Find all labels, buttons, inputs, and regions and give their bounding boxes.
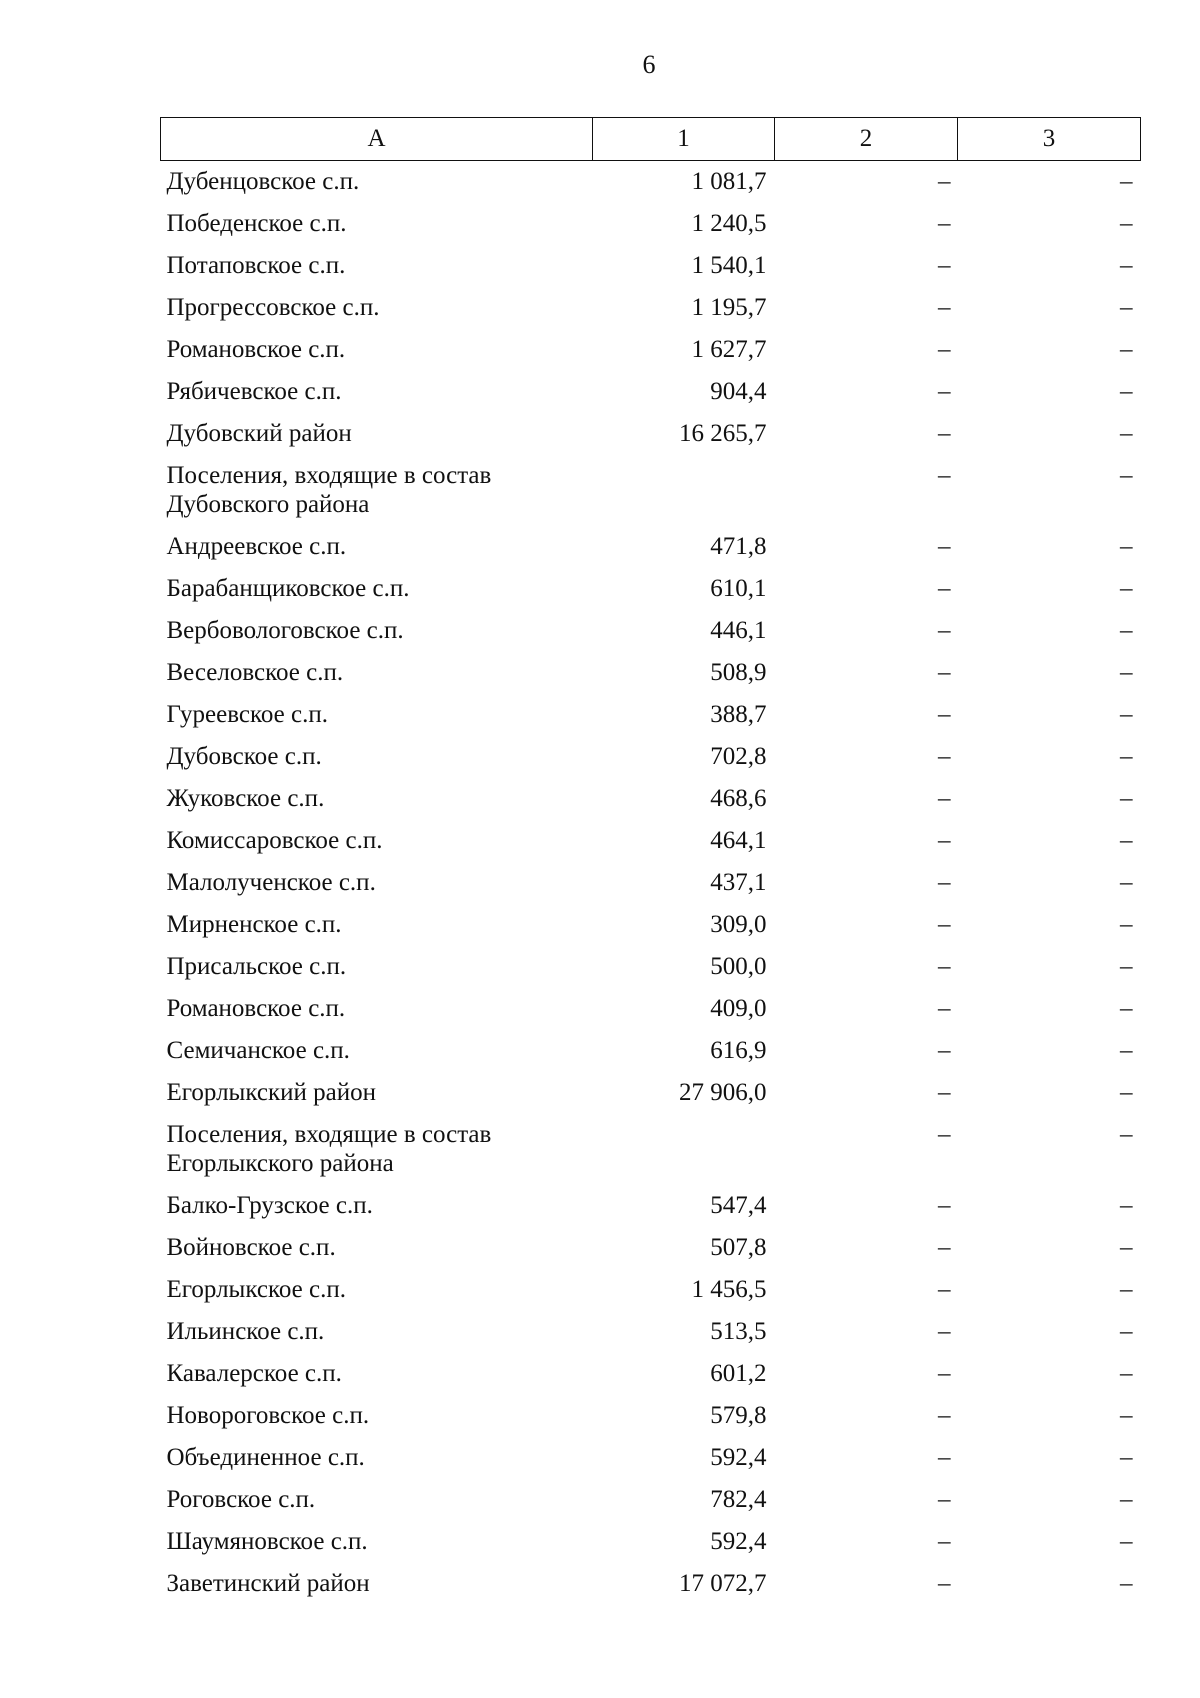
row-col3-cell: – bbox=[1120, 826, 1133, 854]
row-col3-cell: – bbox=[1120, 1359, 1133, 1387]
row-col3-cell: – bbox=[1120, 1401, 1133, 1429]
row-col2-cell: – bbox=[938, 952, 951, 980]
row-value-cell: 592,4 bbox=[710, 1443, 767, 1471]
row-col2-cell: – bbox=[938, 1443, 951, 1471]
table-row bbox=[161, 610, 1141, 652]
row-col2-cell: – bbox=[938, 293, 951, 321]
row-name-cell: Гуреевское с.п. bbox=[166, 700, 328, 728]
table-row bbox=[161, 652, 1141, 694]
row-name-cell: Семичанское с.п. bbox=[166, 1036, 350, 1064]
row-col3-cell: – bbox=[1120, 658, 1133, 686]
row-col2-cell: – bbox=[938, 742, 951, 770]
row-col2-cell: – bbox=[938, 1569, 951, 1597]
row-name-cell: Потаповское с.п. bbox=[166, 251, 346, 279]
row-name-cell: Малолученское с.п. bbox=[166, 868, 376, 896]
row-col3-cell: – bbox=[1120, 1120, 1133, 1148]
row-value-cell: 782,4 bbox=[710, 1485, 767, 1513]
row-value-cell: 471,8 bbox=[710, 532, 767, 560]
page-number: 6 bbox=[642, 50, 656, 79]
header-cell-1: 1 bbox=[593, 118, 775, 161]
table-row bbox=[161, 1227, 1141, 1269]
row-name-cell: Рябичевское с.п. bbox=[166, 377, 342, 405]
table-row bbox=[161, 1072, 1141, 1114]
row-col2-cell: – bbox=[938, 1120, 951, 1148]
row-value-cell: 702,8 bbox=[710, 742, 767, 770]
row-col2-cell: – bbox=[938, 1359, 951, 1387]
table-row bbox=[161, 1521, 1141, 1563]
row-value-cell: 437,1 bbox=[710, 868, 767, 896]
row-col2-cell: – bbox=[938, 700, 951, 728]
row-col2-cell: – bbox=[938, 1191, 951, 1219]
row-col3-cell: – bbox=[1120, 168, 1133, 195]
row-col2-cell: – bbox=[938, 1485, 951, 1513]
row-name-cell: Балко-Грузское с.п. bbox=[166, 1191, 373, 1219]
row-name-cell: Дубовское с.п. bbox=[166, 742, 322, 770]
row-col3-cell: – bbox=[1120, 784, 1133, 812]
row-value-cell: 468,6 bbox=[710, 784, 767, 812]
row-name-cell: Роговское с.п. bbox=[166, 1485, 316, 1513]
row-value-cell: 27 906,0 bbox=[679, 1078, 767, 1106]
row-name-cell: Присальское с.п. bbox=[166, 952, 347, 980]
row-value-cell: 309,0 bbox=[710, 910, 767, 938]
row-name-cell: Егорлыкский район bbox=[166, 1078, 376, 1106]
data-table bbox=[160, 117, 1141, 1605]
row-col3-cell: – bbox=[1120, 377, 1133, 405]
row-col3-cell: – bbox=[1120, 1485, 1133, 1513]
row-col3-cell: – bbox=[1120, 574, 1133, 602]
row-value-cell: 1 456,5 bbox=[691, 1275, 767, 1303]
row-value-cell: 601,2 bbox=[710, 1359, 767, 1387]
row-name-cell: Шаумяновское с.п. bbox=[166, 1527, 368, 1555]
table-row bbox=[161, 1479, 1141, 1521]
table-row bbox=[161, 1269, 1141, 1311]
row-col3-cell: – bbox=[1120, 1233, 1133, 1261]
row-col3-cell: – bbox=[1120, 532, 1133, 560]
table-row bbox=[161, 1353, 1141, 1395]
row-col2-cell: – bbox=[938, 1036, 951, 1064]
row-value-cell bbox=[593, 455, 775, 526]
table-row bbox=[161, 778, 1141, 820]
row-value-cell: 1 540,1 bbox=[691, 251, 767, 279]
row-col2-cell: – bbox=[938, 377, 951, 405]
row-col3-cell: – bbox=[1120, 1191, 1133, 1219]
row-name-cell: Дубенцовское с.п. bbox=[166, 168, 360, 195]
row-name-cell: Веселовское с.п. bbox=[166, 658, 344, 686]
row-name-cell: Дубовский район bbox=[166, 419, 352, 447]
row-name-cell: Прогрессовское с.п. bbox=[166, 293, 380, 321]
table-header bbox=[161, 118, 1141, 161]
row-value-cell: 508,9 bbox=[710, 658, 767, 686]
row-name-cell: Объединенное с.п. bbox=[166, 1443, 365, 1471]
row-name-cell: Поселения, входящие в состав Егорлыкского района bbox=[166, 1120, 492, 1177]
row-value-cell: 513,5 bbox=[710, 1317, 767, 1345]
row-col3-cell: – bbox=[1120, 1317, 1133, 1345]
row-value-cell: 464,1 bbox=[710, 826, 767, 854]
row-col2-cell: – bbox=[938, 209, 951, 237]
table-row bbox=[161, 988, 1141, 1030]
table-row bbox=[161, 820, 1141, 862]
row-col2-cell: – bbox=[938, 1275, 951, 1303]
row-col2-cell: – bbox=[938, 335, 951, 363]
row-name-cell: Войновское с.п. bbox=[166, 1233, 336, 1261]
row-col2-cell: – bbox=[938, 1233, 951, 1261]
row-name-cell: Барабанщиковское с.п. bbox=[166, 574, 410, 602]
row-col3-cell: – bbox=[1120, 742, 1133, 770]
row-col2-cell: – bbox=[938, 574, 951, 602]
row-col2-cell: – bbox=[938, 910, 951, 938]
row-col3-cell: – bbox=[1120, 293, 1133, 321]
row-col3-cell: – bbox=[1120, 1036, 1133, 1064]
row-col3-cell: – bbox=[1120, 616, 1133, 644]
row-col3-cell: – bbox=[1120, 335, 1133, 363]
table-row bbox=[161, 1185, 1141, 1227]
row-value-cell: 610,1 bbox=[710, 574, 767, 602]
row-name-cell: Кавалерское с.п. bbox=[166, 1359, 342, 1387]
row-value-cell: 1 627,7 bbox=[691, 335, 767, 363]
row-col3-cell: – bbox=[1120, 868, 1133, 896]
row-name-cell: Новороговское с.п. bbox=[166, 1401, 370, 1429]
row-col3-cell: – bbox=[1120, 419, 1133, 447]
row-col2-cell: – bbox=[938, 616, 951, 644]
row-name-cell: Жуковское с.п. bbox=[166, 784, 325, 812]
row-value-cell: 409,0 bbox=[710, 994, 767, 1022]
table-row bbox=[161, 1030, 1141, 1072]
table-row bbox=[161, 862, 1141, 904]
table-row bbox=[161, 568, 1141, 610]
row-col3-cell: – bbox=[1120, 1275, 1133, 1303]
table-row bbox=[161, 287, 1141, 329]
row-value-cell: 547,4 bbox=[710, 1191, 767, 1219]
row-col3-cell: – bbox=[1120, 700, 1133, 728]
table-row bbox=[161, 526, 1141, 568]
row-col2-cell: – bbox=[938, 826, 951, 854]
row-name-cell: Андреевское с.п. bbox=[166, 532, 347, 560]
row-col2-cell: – bbox=[938, 1401, 951, 1429]
row-value-cell: 592,4 bbox=[710, 1527, 767, 1555]
row-col2-cell: – bbox=[938, 1527, 951, 1555]
row-name-cell: Вербовологовское с.п. bbox=[166, 616, 404, 644]
row-col3-cell: – bbox=[1120, 461, 1133, 489]
row-name-cell: Заветинский район bbox=[166, 1569, 370, 1597]
row-name-cell: Мирненское с.п. bbox=[166, 910, 342, 938]
row-name-cell: Романовское с.п. bbox=[166, 335, 346, 363]
row-col3-cell: – bbox=[1120, 1569, 1133, 1597]
header-cell-3: 3 bbox=[958, 118, 1141, 161]
row-name-cell: Романовское с.п. bbox=[166, 994, 346, 1022]
row-col3-cell: – bbox=[1120, 209, 1133, 237]
row-col2-cell: – bbox=[938, 532, 951, 560]
row-col3-cell: – bbox=[1120, 952, 1133, 980]
row-col2-cell: – bbox=[938, 461, 951, 489]
row-col2-cell: – bbox=[938, 868, 951, 896]
row-col2-cell: – bbox=[938, 1078, 951, 1106]
row-col3-cell: – bbox=[1120, 910, 1133, 938]
row-name-cell: Победенское с.п. bbox=[166, 209, 347, 237]
table-row bbox=[161, 694, 1141, 736]
row-value-cell: 579,8 bbox=[710, 1401, 767, 1429]
table-row bbox=[161, 736, 1141, 778]
table-row bbox=[161, 245, 1141, 287]
row-value-cell: 17 072,7 bbox=[679, 1569, 767, 1597]
header-row bbox=[161, 118, 1141, 161]
row-col3-cell: – bbox=[1120, 1443, 1133, 1471]
row-value-cell: 500,0 bbox=[710, 952, 767, 980]
table-row bbox=[161, 1311, 1141, 1353]
row-col3-cell: – bbox=[1120, 994, 1133, 1022]
row-value-cell: 1 081,7 bbox=[691, 168, 767, 195]
row-col3-cell: – bbox=[1120, 1527, 1133, 1555]
row-col2-cell: – bbox=[938, 168, 951, 195]
table-row bbox=[161, 904, 1141, 946]
row-value-cell: 616,9 bbox=[710, 1036, 767, 1064]
row-col2-cell: – bbox=[938, 658, 951, 686]
table-row bbox=[161, 371, 1141, 413]
table-row bbox=[161, 946, 1141, 988]
row-value-cell: 1 240,5 bbox=[691, 209, 767, 237]
table-row bbox=[161, 203, 1141, 245]
table-row bbox=[161, 455, 1141, 526]
row-value-cell: 904,4 bbox=[710, 377, 767, 405]
row-col2-cell: – bbox=[938, 994, 951, 1022]
row-name-cell: Поселения, входящие в состав Дубовского района bbox=[166, 461, 492, 518]
table-row bbox=[161, 329, 1141, 371]
row-value-cell: 446,1 bbox=[710, 616, 767, 644]
row-name-cell: Ильинское с.п. bbox=[166, 1317, 325, 1345]
header-cell-2: 2 bbox=[775, 118, 958, 161]
table-row bbox=[161, 1437, 1141, 1479]
row-name-cell: Егорлыкское с.п. bbox=[166, 1275, 346, 1303]
header-cell-a: А bbox=[161, 118, 593, 161]
row-value-cell bbox=[593, 1114, 775, 1185]
table-row bbox=[161, 1114, 1141, 1185]
table-row bbox=[161, 1563, 1141, 1605]
row-col2-cell: – bbox=[938, 251, 951, 279]
row-col2-cell: – bbox=[938, 784, 951, 812]
table-row bbox=[161, 413, 1141, 455]
row-col2-cell: – bbox=[938, 419, 951, 447]
row-value-cell: 388,7 bbox=[710, 700, 767, 728]
table-body bbox=[161, 161, 1141, 1605]
row-col3-cell: – bbox=[1120, 251, 1133, 279]
table-row bbox=[161, 161, 1141, 203]
row-col3-cell: – bbox=[1120, 1078, 1133, 1106]
row-value-cell: 507,8 bbox=[710, 1233, 767, 1261]
row-col2-cell: – bbox=[938, 1317, 951, 1345]
row-value-cell: 16 265,7 bbox=[679, 419, 767, 447]
table-row bbox=[161, 1395, 1141, 1437]
row-value-cell: 1 195,7 bbox=[691, 293, 767, 321]
row-name-cell: Комиссаровское с.п. bbox=[166, 826, 383, 854]
